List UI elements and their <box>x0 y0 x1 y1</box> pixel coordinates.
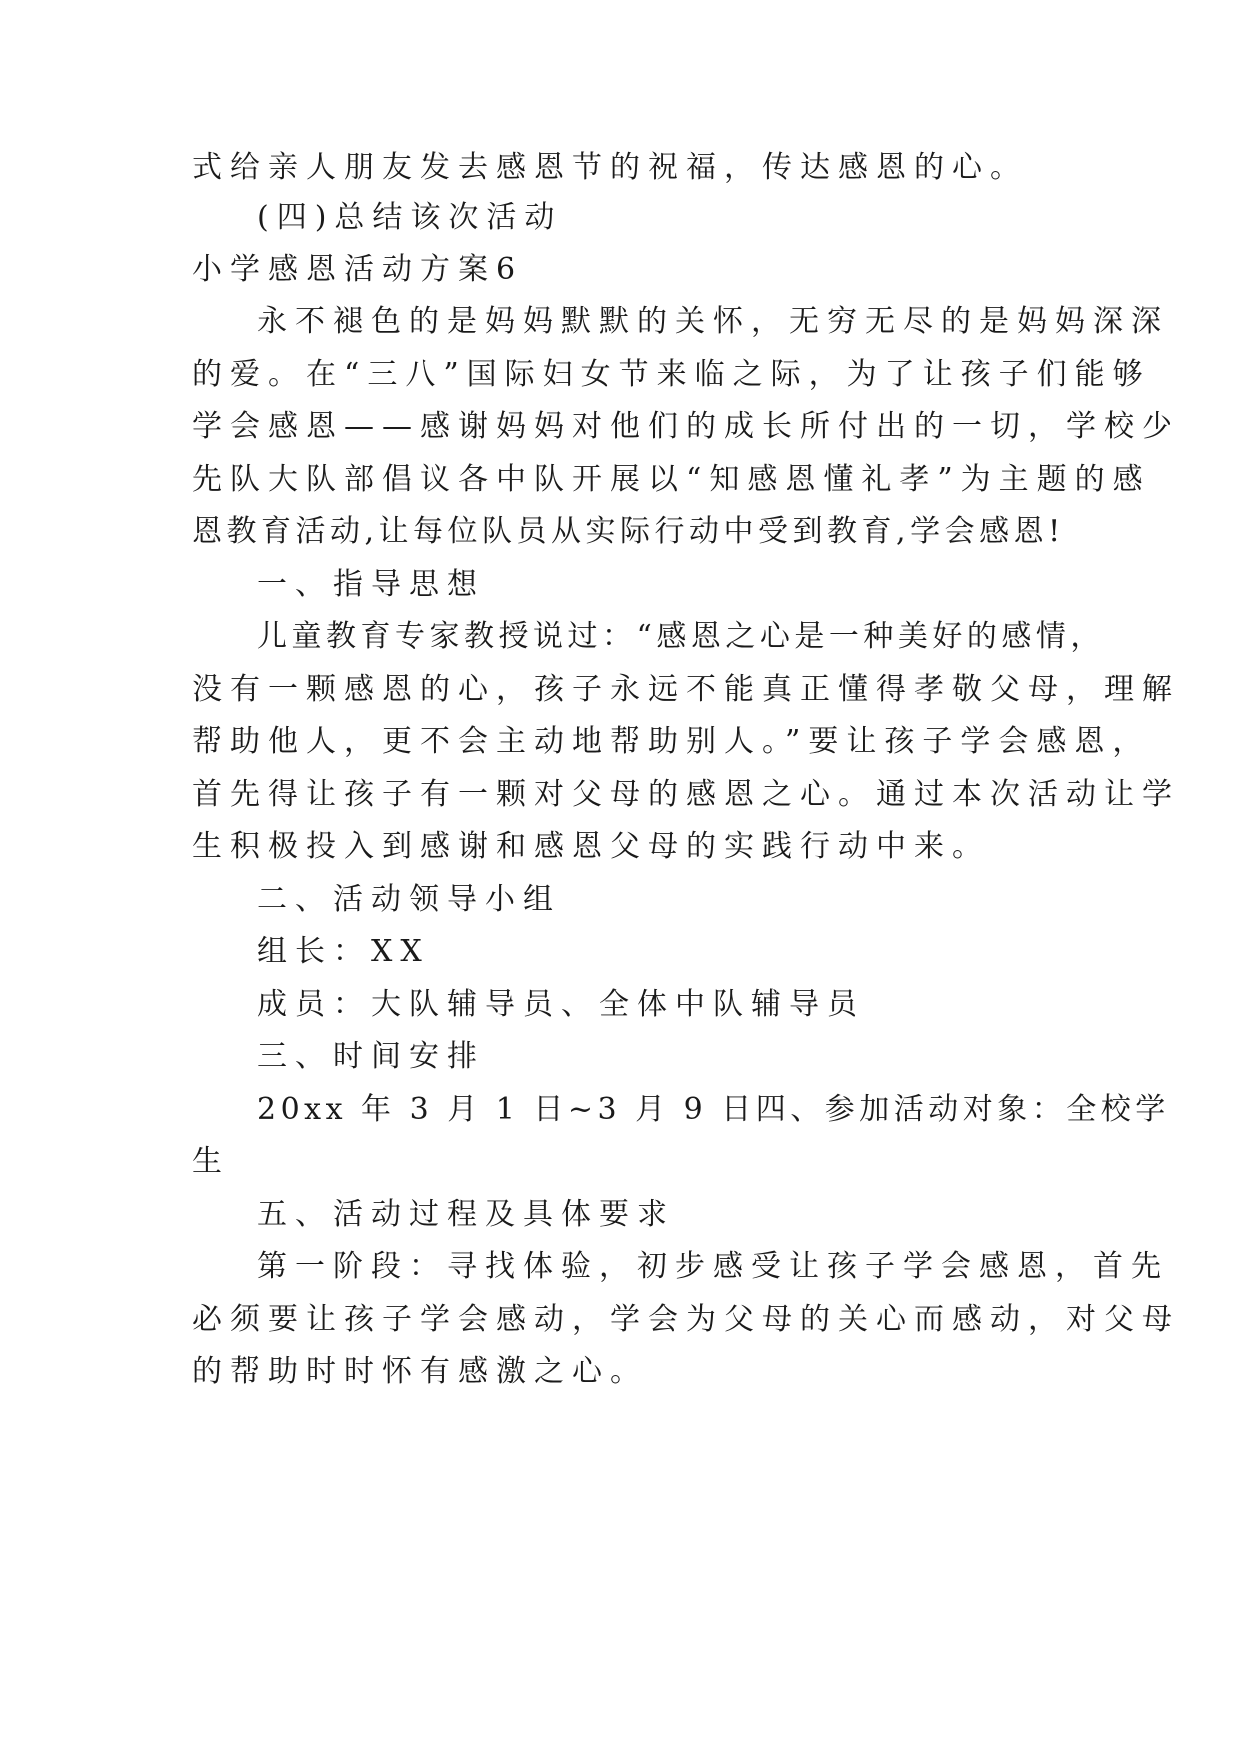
section-heading: (四)总结该次活动 <box>257 200 563 235</box>
section-heading: 一、指导思想 <box>257 567 485 602</box>
section-heading: 三、时间安排 <box>257 1039 485 1074</box>
body-line: 生积极投入到感谢和感恩父母的实践行动中来。 <box>192 829 990 864</box>
body-line: 永不褪色的是妈妈默默的关怀，无穷无尽的是妈妈深深 <box>257 304 1169 339</box>
body-line: 首先得让孩子有一颗对父母的感恩之心。通过本次活动让学 <box>192 777 1180 812</box>
body-line: 没有一颗感恩的心，孩子永远不能真正懂得孝敬父母，理解 <box>192 672 1180 707</box>
body-line: 的爱。在“三八”国际妇女节来临之际，为了让孩子们能够 <box>192 357 1151 392</box>
body-line: 组长：XX <box>257 934 430 969</box>
body-line: 先队大队部倡议各中队开展以“知感恩懂礼孝”为主题的感 <box>192 462 1151 497</box>
body-line: 学会感恩——感谢妈妈对他们的成长所付出的一切，学校少 <box>192 409 1180 444</box>
body-line: 20xx 年 3 月 1 日~3 月 9 日四、参加活动对象：全校学 <box>257 1092 1170 1127</box>
body-line: 的帮助时时怀有感激之心。 <box>192 1354 648 1389</box>
body-line: 式给亲人朋友发去感恩节的祝福，传达感恩的心。 <box>192 150 1028 185</box>
body-line: 第一阶段：寻找体验，初步感受让孩子学会感恩，首先 <box>257 1249 1169 1284</box>
body-line: 儿童教育专家教授说过：“感恩之心是一种美好的感情， <box>257 619 1105 654</box>
section-heading: 二、活动领导小组 <box>257 882 561 917</box>
body-line: 必须要让孩子学会感动，学会为父母的关心而感动，对父母 <box>192 1302 1180 1337</box>
body-line: 成员：大队辅导员、全体中队辅导员 <box>257 987 865 1022</box>
body-line: 恩教育活动,让每位队员从实际行动中受到教育,学会感恩! <box>192 514 1065 549</box>
body-line: 生 <box>192 1144 230 1179</box>
plan-title: 小学感恩活动方案6 <box>192 252 524 287</box>
section-heading: 五、活动过程及具体要求 <box>257 1197 675 1232</box>
body-line: 帮助他人，更不会主动地帮助别人。”要让孩子学会感恩， <box>192 724 1151 759</box>
